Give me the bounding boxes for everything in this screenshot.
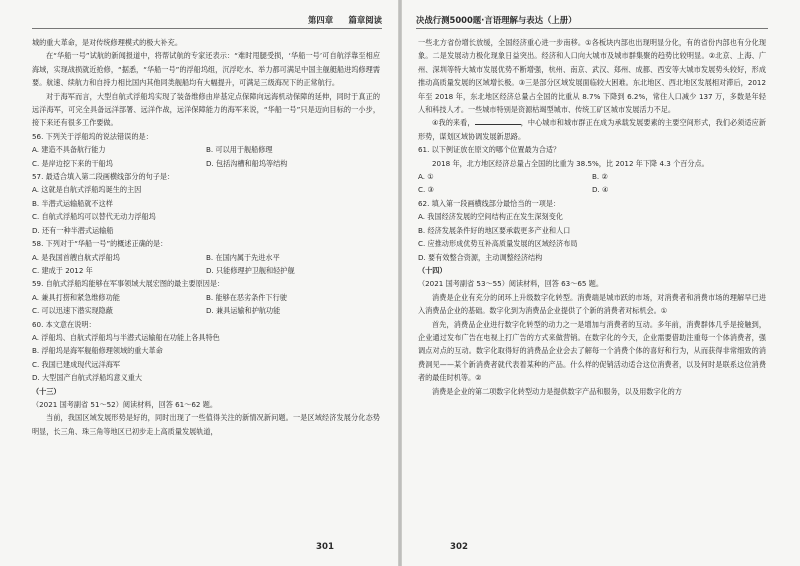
q62-option-b: B. 经济发展条件好的地区要承载更多产业和人口 [418,225,571,235]
paragraph-with-blank [418,116,766,143]
chapter-label: 第四章 [308,15,334,25]
q61-option-c: C. ③ [418,185,434,195]
question-62-stem: 62. 填入第一段画横线部分最恰当的一项是： [418,198,561,208]
q62-option-d: D. 要有效整合资源，主动调整经济结构 [418,252,543,262]
q62-option-c: C. 应推动形成优势互补高质量发展的区域经济布局 [418,239,578,249]
q61-quote: 2018 年，北方地区经济总量占全国的比重为 38.5%，比 2012 年下降 4.3 个百分点。 [432,158,709,168]
section-intro: （2021 国考副省 51～52）阅读材料，回答 61～62 题。 [32,399,217,409]
page-number: 302 [450,542,468,552]
section-title-13: （十三） [32,386,61,396]
q57-option-d: D. 还有一种半潜式运输船 [32,225,114,235]
paragraph: 首先，消费品企业进行数字化转型的动力之一是增加与消费者的互动。多年前，消费群体几乎是接触到，企业通过发布广告在电视上打广告的方式来做营销。在数字化的今天，企业需要借助注重每一个体消费者，强调点对点的互动。数字化取得好的消费品企业会去了解每一个消费个体的喜好和行为，从而获得非常细致的消费洞见——某个新消费者就代表着某种的产品。什么样的促销活动适合这位消费者，以及何时是联系这位消费者的最佳时机等。② [418,319,766,383]
page-number: 301 [316,542,334,552]
left-running-header [32,12,382,29]
q60-option-c: C. 我国已建成现代远洋海军 [32,359,121,369]
q57-option-a: A. 这就是自航式浮船坞诞生的主因 [32,185,142,195]
section-title-14: （十四） [418,265,447,275]
left-content [32,36,380,526]
q61-option-b: B. ② [592,172,608,182]
question-58-stem: 58. 下列对于“华船一号”的概述正确的是： [32,239,168,249]
paragraph-rest: ，中心城市和城市群正在成为承载发展要素的主要空间形式，我们必须适应新形势，谋划区域协调发展新思路。 [418,118,766,141]
q59-option-b: B. 能够在恶劣条件下行驶 [206,292,287,302]
answer-blank [475,117,521,125]
paragraph: 一些北方省份增长放缓，全国经济重心进一步南移。①各板块内部也出现明显分化，有的省份内部也有分化现象。二是发展动力极化现象日益突出。经济和人口向大城市及城市群集聚的趋势比较明显。②北京、上海、广州、深圳等特大城市发展优势不断增强，杭州、南京、武汉、郑州、成都、西安等大城市发展势头较好，形成推动高质量发展的区域增长极。③三是部分区域发展面临较大困难。东北地区、西北地区发展相对滞后，2012 年至 2018 年，东北地区经济总量占全国的比重从 8.7% 下降到 6.2%，常住人口减少 137 万，多数是年轻人和科技人才。一些城市特别是资源枯竭型城市、传统工矿区城市发展活力不足。 [418,38,766,115]
q58-option-c: C. 建成于 2012 年 [32,265,93,275]
q58-option-d: D. 只能修理护卫舰和轻护舰 [206,265,295,275]
q61-option-d: D. ④ [592,185,609,195]
paragraph: 城的重大革命，是对传统修理模式的极大补充。 [32,38,182,47]
question-56-stem: 56. 下列关于浮船坞的说法错误的是： [32,131,153,141]
q58-option-a: A. 是我国首艘自航式浮船坞 [32,252,120,262]
question-60-stem: 60. 本文意在说明： [32,319,96,329]
book-series-title: 决战行测5000题·言语理解与表达（上册） [416,15,577,25]
question-59-stem: 59. 自航式浮船坞能够在军事领域大展宏图的最主要原因是： [32,279,225,289]
question-61-stem: 61. 以下例证放在原文的哪个位置最为合适？ [418,145,561,155]
section-label: 篇章阅读 [348,15,382,25]
section-intro: （2021 国考副省 53～55）阅读材料，回答 63～65 题。 [418,279,603,289]
right-page [402,0,800,566]
q60-option-d: D. 大型国产自航式浮船坞意义重大 [32,373,143,383]
q61-option-a: A. ① [418,172,434,182]
q62-option-a: A. 我国经济发展的空间结构正在发生深刻变化 [418,212,563,222]
q59-option-c: C. 可以迅速下潜实现隐蔽 [32,306,113,316]
paragraph: 在“华船一号”试航的新闻报道中，将帮试航的专家还表示：“难时甩腿受损，‘华船一号’可自航浮靠至相应海域，实现战损就近抢修，“据悉，“华船一号”的浮船坞组，沉浮吃水、举力都可满足中国主舰艇船进坞修理需要。航速、续航力和自持力相比国内其他同类舰船均有大幅提升，可满足三级海况下的正常航行。 [32,51,380,88]
q57-option-b: B. 半潜式运输船就不这样 [32,198,113,208]
paragraph: 当前，我国区域发展形势是好的，同时出现了一些值得关注的新情况新问题。一是区域经济发展分化态势明显，长三角、珠三角等地区已初步走上高质量发展轨道， [32,413,380,436]
paragraph: 消费是企业有充分的闭环上升级数字化转型。消费端是城市跃的市场，对消费者和消费市场的理解早已进入消费品企业的基础。数字化到为消费品企业提供了个新的消费者对标机会。① [418,292,766,316]
q56-option-b: B. 可以用于舰船修理 [206,145,273,155]
q60-option-b: B. 浮船坞是海军舰船修理领域的重大革命 [32,346,163,356]
q58-option-b: B. 在国内属于先进水平 [206,252,280,262]
q56-option-d: D. 包括沟槽和船坞等结构 [206,158,288,168]
paragraph: 消费是企业的第二项数字化转型动力是提供数字产品和服务，以及用数字化的方 [432,386,682,396]
q59-option-d: D. 兼具运输和护航功能 [206,306,281,316]
left-page [0,0,398,566]
q56-option-c: C. 是岸边挖下来的干船坞 [32,158,113,168]
paragraph: 对于海军而言，大型自航式浮船坞实现了装备维修由岸基定点保障向远海机动保障的延伸，同时于真正的远洋海军，可完全具备远洋部署、远洋作战，远洋保障能力的海军来说，“华船一号”只是迈向目标的一小步，接下来还有很多工作要做。 [32,91,380,128]
paragraph-lead: ④我的来看， [432,118,475,128]
q60-option-a: A. 浮船坞、自航式浮船坞与半潜式运输船在功能上各具特色 [32,332,220,342]
right-running-header [416,12,768,29]
question-57-stem: 57. 最适合填入第二段画横线部分的句子是： [32,172,175,182]
q59-option-a: A. 兼具打捞和紧急维修功能 [32,292,120,302]
right-content [418,36,766,526]
q56-option-a: A. 建造不具备航行能力 [32,145,106,155]
q57-option-c: C. 自航式浮船坞可以替代无动力浮船坞 [32,212,156,222]
